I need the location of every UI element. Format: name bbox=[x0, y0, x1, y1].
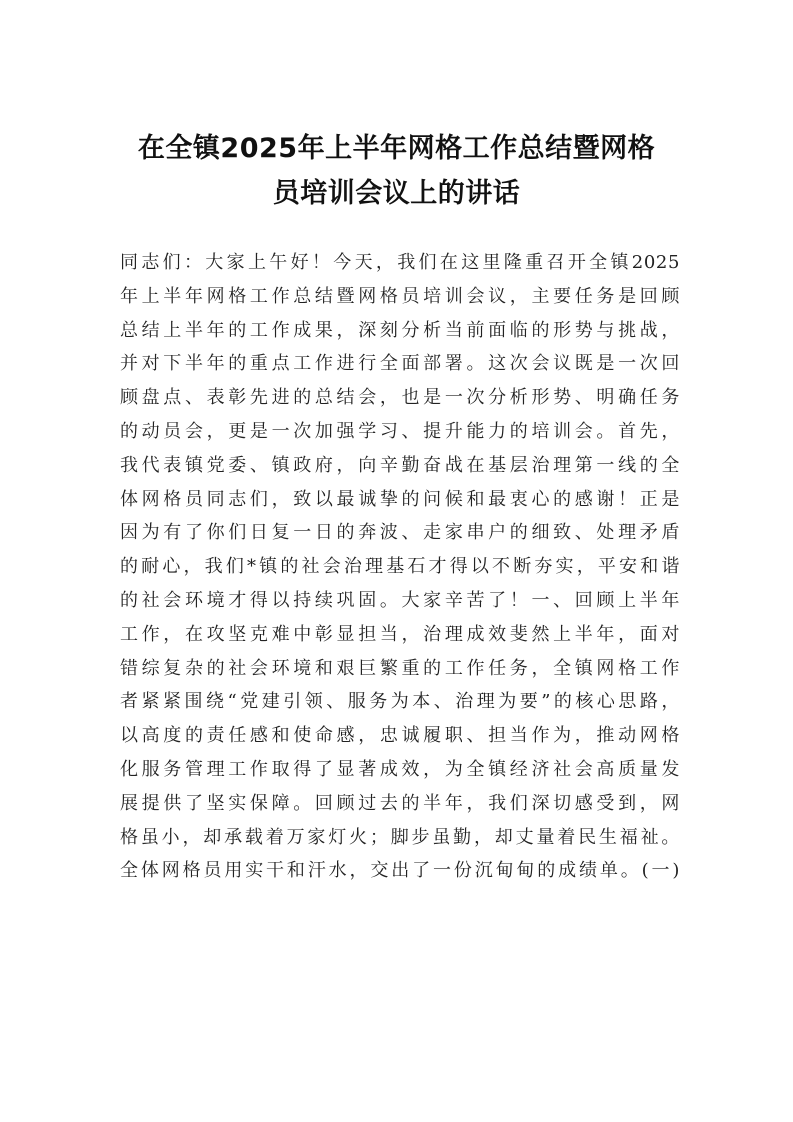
body-line: 顾盘点、表彰先进的总结会，也是一次分析形势、明确任务 bbox=[120, 387, 680, 409]
body-line: 的动员会，更是一次加强学习、提升能力的培训会。首先， bbox=[120, 420, 680, 442]
body-line: 体网格员同志们，致以最诚挚的问候和最衷心的感谢！正是 bbox=[120, 488, 680, 510]
body-line: 总结上半年的工作成果，深刻分析当前面临的形势与挑战， bbox=[120, 319, 680, 341]
body-line: 者紧紧围绕“党建引领、服务为本、治理为要”的核心思路， bbox=[120, 691, 680, 713]
body-line: 化服务管理工作取得了显著成效，为全镇经济社会高质量发 bbox=[120, 758, 680, 780]
body-line: 工作，在攻坚克难中彰显担当，治理成效斐然上半年，面对 bbox=[120, 623, 680, 645]
body-line: 并对下半年的重点工作进行全面部署。这次会议既是一次回 bbox=[120, 353, 680, 375]
body-line: 的社会环境才得以持续巩固。大家辛苦了！一、回顾上半年 bbox=[120, 589, 680, 611]
title-line: 在全镇2025年上半年网格工作总结暨网格 bbox=[137, 133, 656, 164]
body-line: 我代表镇党委、镇政府，向辛勤奋战在基层治理第一线的全 bbox=[120, 454, 680, 476]
body-line: 年上半年网格工作总结暨网格员培训会议，主要任务是回顾 bbox=[120, 285, 680, 307]
body-line: 以高度的责任感和使命感，忠诚履职、担当作为，推动网格 bbox=[120, 725, 680, 747]
document-title bbox=[100, 126, 693, 216]
body-line: 因为有了你们日复一日的奔波、走家串户的细致、处理矛盾 bbox=[120, 522, 680, 544]
body-line: 展提供了坚实保障。回顾过去的半年，我们深切感受到，网 bbox=[120, 792, 680, 814]
body-line: 格虽小，却承载着万家灯火；脚步虽勤，却丈量着民生福祉。 bbox=[120, 826, 680, 848]
body-line: 全体网格员用实干和汗水，交出了一份沉甸甸的成绩单。(一) bbox=[120, 860, 680, 882]
title-line: 员培训会议上的讲话 bbox=[272, 178, 521, 209]
speech-body bbox=[120, 246, 680, 888]
body-line: 的耐心，我们*镇的社会治理基石才得以不断夯实，平安和谐 bbox=[120, 556, 680, 578]
body-line: 错综复杂的社会环境和艰巨繁重的工作任务，全镇网格工作 bbox=[120, 657, 680, 679]
body-line: 同志们：大家上午好！今天，我们在这里隆重召开全镇2025 bbox=[120, 252, 680, 273]
